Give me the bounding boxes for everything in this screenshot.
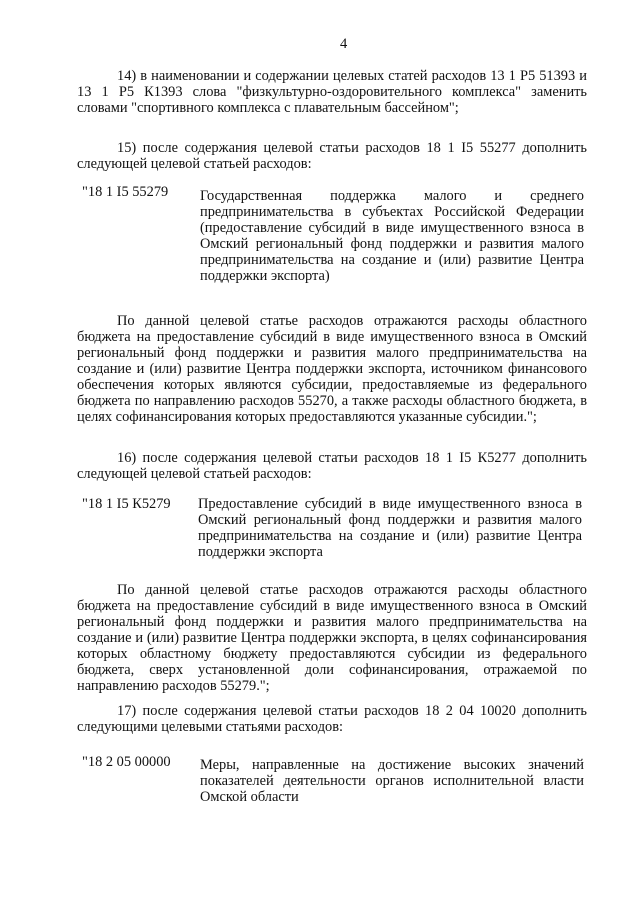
entry-code-2: "18 1 I5 К5279 <box>82 496 171 512</box>
paragraph-17: 17) после содержания целевой статьи расходов 18 2 04 10020 дополнить следующими целевыми статьями расходов: <box>77 703 587 735</box>
description-2: По данной целевой статье расходов отражаются расходы областного бюджета на предоставление субсидий в виде имущественного взноса в Омский региональный фонд поддержки и развития малого предпринимательства на создание и (или) развитие Центра поддержки экспорта, в целях софинансирования которых областному бюджету предоставляются субсидии из федерального бюджета, сверх установленной доли софинансирования, отражаемой по направлению расходов 55279."; <box>77 582 587 694</box>
entry-code-3: "18 2 05 00000 <box>82 754 171 770</box>
paragraph-16: 16) после содержания целевой статьи расходов 18 1 I5 К5277 дополнить следующей целевой статьей расходов: <box>77 450 587 482</box>
paragraph-15: 15) после содержания целевой статьи расходов 18 1 I5 55277 дополнить следующей целевой статьей расходов: <box>77 140 587 172</box>
entry-text-2: Предоставление субсидий в виде имущественного взноса в Омский региональный фонд поддержки и развития малого предпринимательства на создание и (или) развитие Центра поддержки экспорта <box>198 496 582 560</box>
description-1: По данной целевой статье расходов отражаются расходы областного бюджета на предоставление субсидий в виде имущественного взноса в Омский региональный фонд поддержки и развития малого предпринимательства на создание и (или) развитие Центра поддержки экспорта, источником финансового обеспечения которых являются субсидии, предоставляемые из федерального бюджета по направлению расходов 55270, а также расходы областного бюджета, в целях софинансирования которых предоставляются указанные субсидии."; <box>77 313 587 425</box>
entry-text-3: Меры, направленные на достижение высоких значений показателей деятельности органов исполнительной власти Омской области <box>200 757 584 805</box>
entry-text-1: Государственная поддержка малого и среднего предпринимательства в субъектах Российской Федерации (предоставление субсидий в виде имущественного взноса в Омский региональный фонд поддержки и развития малого предпринимательства на создание и (или) развитие Центра поддержки экспорта) <box>200 188 584 284</box>
entry-code-1: "18 1 I5 55279 <box>82 184 169 200</box>
page-number: 4 <box>340 36 348 52</box>
paragraph-14: 14) в наименовании и содержании целевых статей расходов 13 1 Р5 51393 и 13 1 Р5 К1393 слова "физкультурно-оздоровительного комплекса" заменить словами "спортивного комплекса с плавательным бассейном"; <box>77 68 587 116</box>
